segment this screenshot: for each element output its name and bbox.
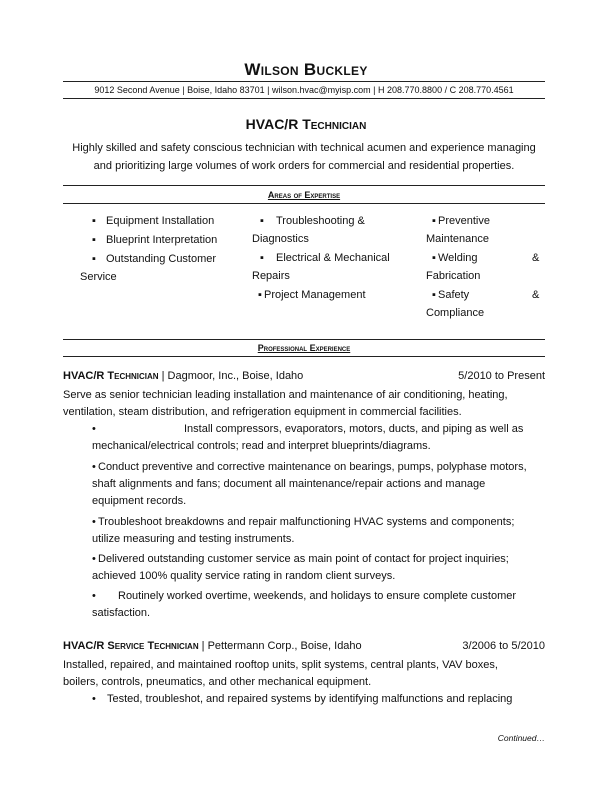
expertise-item: Service: [80, 271, 117, 283]
job-employer: | Dagmoor, Inc., Boise, Idaho: [158, 370, 304, 382]
bullet-icon: ▪: [260, 252, 264, 264]
expertise-item: Fabrication: [426, 270, 481, 282]
job-role: HVAC/R Service Technician: [63, 640, 199, 652]
expertise-item: &: [532, 289, 540, 301]
job-dates: 3/2006 to 5/2010: [462, 640, 545, 652]
bullet-icon: ▪: [92, 215, 96, 227]
expertise-item: Compliance: [426, 307, 485, 319]
resume-name: Wilson Buckley: [244, 60, 368, 79]
bullet-text: shaft alignments and fans; document all maintenance/repair actions and manage: [92, 478, 486, 490]
job-description: Installed, repaired, and maintained rooftop units, split systems, central plants, VAV boxes,: [63, 659, 498, 671]
bullet-text: mechanical/electrical controls; read and interpret blueprints/diagrams.: [92, 440, 431, 452]
job-dates: 5/2010 to Present: [458, 370, 545, 382]
job-heading: [63, 367, 303, 385]
job-employer: | Pettermann Corp., Boise, Idaho: [198, 640, 362, 652]
summary-line: and prioritizing large volumes of work orders for commercial and residential properties.: [93, 160, 515, 172]
expertise-item: &: [532, 252, 540, 264]
bullet-icon: ▪: [432, 289, 436, 301]
expertise-item: Electrical & Mechanical: [276, 252, 390, 264]
bullet-icon: ▪: [432, 252, 436, 264]
bullet-icon: •: [92, 590, 96, 602]
expertise-item: Welding: [438, 252, 478, 264]
summary-line: Highly skilled and safety conscious technician with technical acumen and experience managing: [72, 142, 536, 154]
bullet-icon: ▪: [432, 215, 436, 227]
bullet-text: utilize measuring and testing instruments.: [92, 533, 295, 545]
expertise-item: Outstanding Customer: [106, 253, 217, 265]
job-heading: [63, 637, 362, 655]
job-description: boilers, controls, pneumatics, and other mechanical equipment.: [63, 676, 372, 688]
expertise-item: Repairs: [252, 270, 290, 282]
section-heading-expertise: Areas of Expertise: [267, 190, 341, 200]
expertise-item: Preventive: [438, 215, 490, 227]
bullet-text: Conduct preventive and corrective maintenance on bearings, pumps, polyphase motors,: [98, 461, 527, 473]
divider: [63, 339, 545, 340]
bullet-icon: •: [92, 461, 96, 473]
bullet-text: Tested, troubleshot, and repaired systems by identifying malfunctions and replacing: [107, 693, 513, 705]
summary: [63, 139, 545, 175]
job-role: HVAC/R Technician: [63, 370, 159, 382]
expertise-item: Troubleshooting &: [276, 215, 365, 227]
divider: [63, 81, 545, 82]
expertise-item: Equipment Installation: [106, 215, 215, 227]
bullet-icon: •: [92, 553, 96, 565]
expertise-item: Project Management: [264, 289, 366, 301]
section-heading-experience: Professional Experience: [257, 343, 351, 353]
divider: [63, 356, 545, 357]
bullet-text: Troubleshoot breakdowns and repair malfunctioning HVAC systems and components;: [98, 516, 515, 528]
bullet-text: Routinely worked overtime, weekends, and holidays to ensure complete customer: [118, 590, 517, 602]
contact-line: 9012 Second Avenue | Boise, Idaho 83701 | wilson.hvac@myisp.com | H 208.770.8800 / C 208.770.4561: [94, 85, 514, 95]
bullet-text: achieved 100% quality service rating in random client surveys.: [92, 570, 396, 582]
continued-note: Continued…: [497, 733, 545, 743]
bullet-icon: ▪: [92, 234, 96, 246]
resume-title: HVAC/R Technician: [245, 116, 367, 132]
bullet-text: equipment records.: [92, 495, 187, 507]
divider: [63, 185, 545, 186]
bullet-text: Install compressors, evaporators, motors, ducts, and piping as well as: [184, 423, 524, 435]
bullet-icon: ▪: [260, 215, 264, 227]
divider: [63, 203, 545, 204]
bullet-icon: •: [92, 516, 96, 528]
expertise-item: Maintenance: [426, 233, 489, 245]
bullet-text: satisfaction.: [92, 607, 151, 619]
bullet-text: Delivered outstanding customer service as main point of contact for project inquiries;: [98, 553, 509, 565]
expertise-item: Diagnostics: [252, 233, 309, 245]
expertise-item: Blueprint Interpretation: [106, 234, 218, 246]
divider: [63, 98, 545, 99]
job-description: Serve as senior technician leading installation and maintenance of air conditioning, heating,: [63, 389, 508, 401]
bullet-icon: •: [92, 423, 96, 435]
expertise-item: Safety: [438, 289, 470, 301]
bullet-icon: ▪: [92, 253, 96, 265]
bullet-icon: •: [92, 693, 96, 705]
bullet-icon: ▪: [258, 289, 262, 301]
job-description: ventilation, steam distribution, and refrigeration equipment in commercial facilities.: [63, 406, 462, 418]
